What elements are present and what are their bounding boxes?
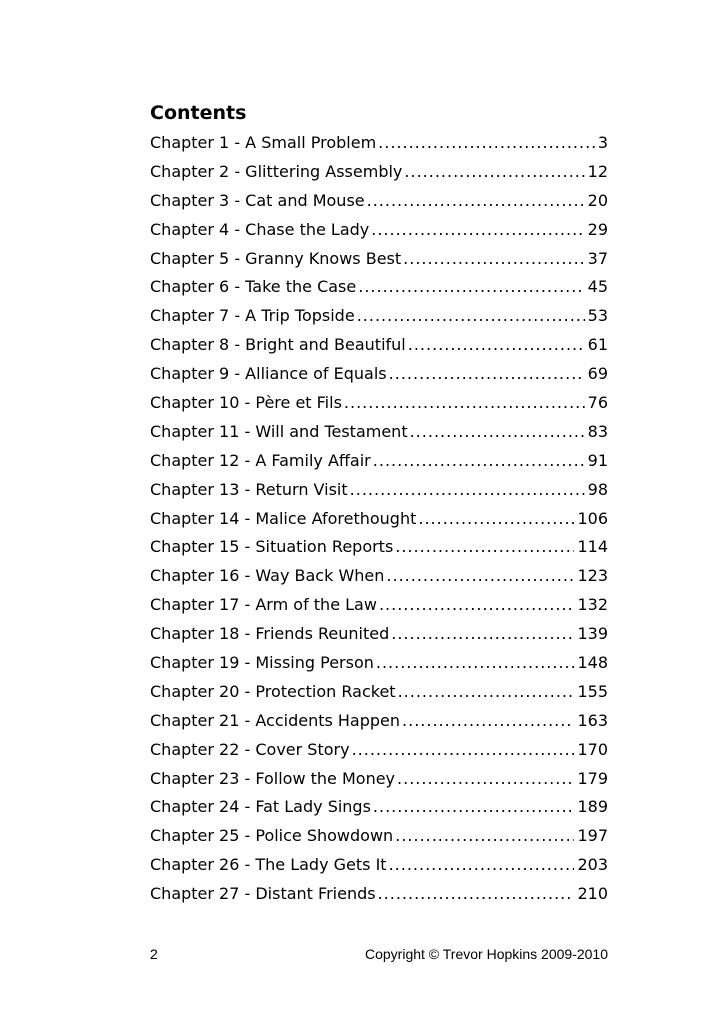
toc-dot-leader — [378, 129, 595, 158]
toc-entry-page-number: 29 — [587, 219, 608, 239]
toc-entry-title: Chapter 8 - Bright and Beautiful — [150, 335, 406, 355]
toc-entry-title: Chapter 25 - Police Showdown — [150, 826, 394, 846]
toc-dot-leader — [398, 678, 575, 707]
toc-entry-page-number: 61 — [587, 335, 608, 355]
toc-entry-title: Chapter 19 - Missing Person — [150, 653, 374, 673]
toc-entry-page-number: 179 — [577, 768, 608, 788]
toc-entry[interactable] — [150, 129, 608, 158]
toc-entry-page-number: 37 — [587, 248, 608, 268]
toc-dot-leader — [403, 245, 584, 274]
toc-entry-title: Chapter 12 - A Family Affair — [150, 450, 371, 470]
toc-dot-leader — [367, 187, 585, 216]
toc-entry-title: Chapter 10 - Père et Fils — [150, 393, 342, 413]
toc-dot-leader — [389, 851, 575, 880]
toc-entry-title: Chapter 21 - Accidents Happen — [150, 710, 401, 730]
toc-entry-page-number: 132 — [577, 595, 608, 615]
toc-dot-leader — [402, 707, 574, 736]
toc-entry-title: Chapter 1 - A Small Problem — [150, 133, 377, 152]
toc-entry-title: Chapter 3 - Cat and Mouse — [150, 190, 365, 210]
toc-dot-leader — [344, 389, 585, 418]
toc-entry[interactable] — [150, 331, 608, 360]
toc-entry-title: Chapter 16 - Way Back When — [150, 566, 385, 586]
toc-entry-page-number: 106 — [577, 508, 608, 528]
toc-entry[interactable] — [150, 620, 608, 649]
toc-dot-leader — [395, 533, 574, 562]
toc-entry-page-number: 53 — [587, 306, 608, 326]
toc-dot-leader — [408, 331, 585, 360]
toc-entry-page-number: 197 — [577, 826, 608, 846]
toc-entry-title: Chapter 4 - Chase the Lady — [150, 219, 370, 239]
toc-entry-page-number: 148 — [577, 653, 608, 673]
toc-entry[interactable] — [150, 851, 608, 880]
toc-entry[interactable] — [150, 158, 608, 187]
toc-dot-leader — [386, 562, 574, 591]
toc-entry-title: Chapter 22 - Cover Story — [150, 739, 350, 759]
toc-dot-leader — [404, 158, 584, 187]
toc-dot-leader — [352, 736, 575, 765]
toc-entry-page-number: 163 — [577, 710, 608, 730]
toc-dot-leader — [358, 273, 584, 302]
toc-entry[interactable] — [150, 418, 608, 447]
toc-dot-leader — [397, 765, 574, 794]
toc-entry-page-number: 3 — [597, 133, 608, 152]
toc-entry[interactable] — [150, 302, 608, 331]
toc-entry-page-number: 20 — [587, 190, 608, 210]
toc-entry[interactable] — [150, 765, 608, 794]
toc-entry-title: Chapter 14 - Malice Aforethought — [150, 508, 417, 528]
toc-entry-page-number: 76 — [587, 393, 608, 413]
toc-dot-leader — [371, 216, 584, 245]
toc-dot-leader — [373, 793, 575, 822]
toc-entry[interactable] — [150, 187, 608, 216]
toc-entry-page-number: 114 — [577, 537, 608, 557]
toc-entry[interactable] — [150, 678, 608, 707]
toc-entry[interactable] — [150, 505, 608, 534]
toc-dot-leader — [410, 418, 585, 447]
toc-entry-title: Chapter 23 - Follow the Money — [150, 768, 396, 788]
toc-entry-title: Chapter 5 - Granny Knows Best — [150, 248, 402, 268]
toc-entry[interactable] — [150, 216, 608, 245]
toc-entry[interactable] — [150, 273, 608, 302]
toc-dot-leader — [357, 302, 585, 331]
toc-entry-title: Chapter 24 - Fat Lady Sings — [150, 797, 371, 817]
toc-entry-title: Chapter 15 - Situation Reports — [150, 537, 394, 557]
toc-entry-page-number: 123 — [577, 566, 608, 586]
toc-entry[interactable] — [150, 707, 608, 736]
toc-entry-title: Chapter 26 - The Lady Gets It — [150, 855, 387, 875]
toc-entry-title: Chapter 20 - Protection Racket — [150, 681, 396, 701]
toc-entry-page-number: 139 — [577, 624, 608, 644]
toc-entry-page-number: 210 — [577, 884, 608, 904]
toc-entry-page-number: 69 — [587, 364, 608, 384]
toc-entry-title: Chapter 17 - Arm of the Law — [150, 595, 377, 615]
toc-entry-title: Chapter 27 - Distant Friends — [150, 884, 376, 904]
toc-entry[interactable] — [150, 476, 608, 505]
toc-entry-page-number: 155 — [577, 681, 608, 701]
toc-dot-leader — [379, 591, 575, 620]
toc-entry[interactable] — [150, 533, 608, 562]
toc-entry-page-number: 12 — [587, 161, 608, 181]
toc-entry-page-number: 83 — [587, 421, 608, 441]
toc-entry-page-number: 98 — [587, 479, 608, 499]
toc-entry[interactable] — [150, 447, 608, 476]
footer-copyright: Copyright © Trevor Hopkins 2009-2010 — [365, 946, 608, 962]
toc-dot-leader — [418, 505, 574, 534]
toc-entry-title: Chapter 13 - Return Visit — [150, 479, 348, 499]
toc-entry-title: Chapter 6 - Take the Case — [150, 277, 357, 297]
toc-entry-page-number: 203 — [577, 855, 608, 875]
toc-entry[interactable] — [150, 245, 608, 274]
toc-dot-leader — [373, 447, 585, 476]
toc-entry[interactable] — [150, 736, 608, 765]
toc-entry-page-number: 170 — [577, 739, 608, 759]
toc-dot-leader — [376, 649, 575, 678]
toc-dot-leader — [389, 360, 585, 389]
toc-entry-title: Chapter 7 - A Trip Topside — [150, 306, 355, 326]
toc-entry-page-number: 91 — [587, 450, 608, 470]
toc-entry[interactable] — [150, 793, 608, 822]
page-footer — [150, 944, 608, 964]
toc-entry-title: Chapter 18 - Friends Reunited — [150, 624, 390, 644]
toc-entry-title: Chapter 9 - Alliance of Equals — [150, 364, 387, 384]
contents-heading: Contents — [150, 102, 247, 124]
toc-entry[interactable] — [150, 822, 608, 851]
toc-entry-title: Chapter 11 - Will and Testament — [150, 421, 408, 441]
toc-entry[interactable] — [150, 562, 608, 591]
toc-entry[interactable] — [150, 389, 608, 418]
toc-entry[interactable] — [150, 880, 608, 909]
toc-entry[interactable] — [150, 649, 608, 678]
toc-entry[interactable] — [150, 360, 608, 389]
toc-dot-leader — [391, 620, 574, 649]
toc-entry-title: Chapter 2 - Glittering Assembly — [150, 161, 403, 181]
toc-dot-leader — [395, 822, 574, 851]
toc-dot-leader — [350, 476, 585, 505]
toc-entry-page-number: 45 — [587, 277, 608, 297]
toc-dot-leader — [378, 880, 575, 909]
toc-entry-page-number: 189 — [577, 797, 608, 817]
toc-entry[interactable] — [150, 591, 608, 620]
table-of-contents — [150, 129, 608, 909]
footer-page-number: 2 — [150, 946, 158, 962]
